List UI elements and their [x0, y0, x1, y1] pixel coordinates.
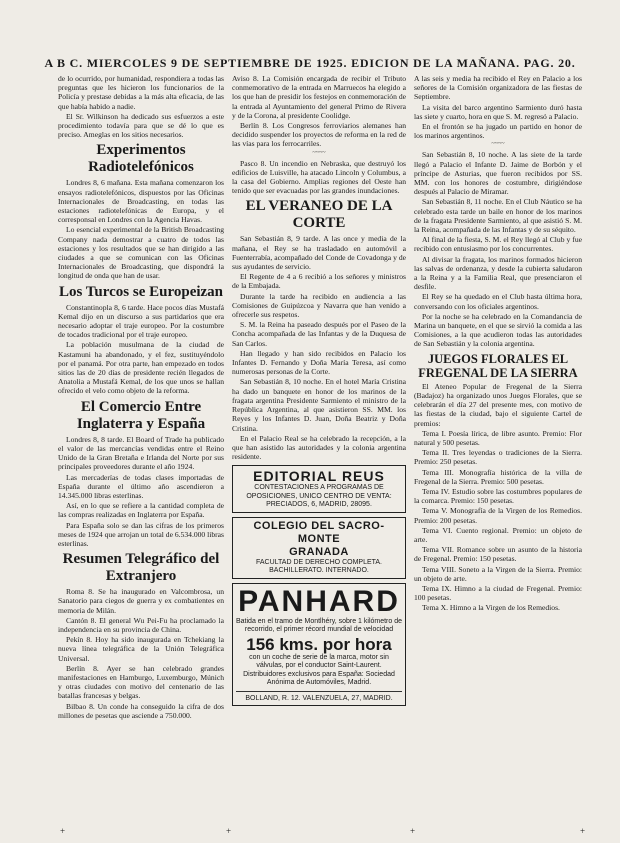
- ad-subtitle: GRANADA: [289, 545, 349, 558]
- separator-ornament: ~~~~: [491, 141, 505, 148]
- paragraph: En el frontón se ha jugado un partido en honor de los marinos argentinos.: [414, 122, 582, 141]
- paragraph: Pekín 8. Hoy ha sido inaugurada en Tchekiang la nueva línea telegráfica de la Unión Telegráfica Universal.: [58, 635, 224, 663]
- paragraph: Aviso 8. La Comisión encargada de recibir el Tributo conmemorativo de la entrada en Marruecos ha elegido a los que han de presidir los festejos en conmemoración de la entrada al Ayuntamiento del general Primo de Rivera y de la Corona, al presidente Coolidge.: [232, 74, 406, 120]
- paragraph: A las seis y media ha recibido el Rey en Palacio a los señores de la Comisión organizadora de las fiestas de Septiembre.: [414, 74, 582, 102]
- paragraph: San Sebastián 8, 10 noche. En el hotel María Cristina ha dado un banquete en honor de los marinos de la fragata argentina Presidente Sarmiento el ministro de la República Argentina, al que asistieron SS. MM. los Reyes y los Infantes D. Juan, Doña Beatriz y Doña Cristina.: [232, 377, 406, 433]
- ad-rule: [236, 691, 402, 692]
- paragraph: Tema IV. Estudio sobre las costumbres populares de la comarca. Premio: 150 pesetas.: [414, 486, 582, 506]
- column-1: [58, 74, 224, 721]
- ad-text: FACULTAD DE DERECHO COMPLETA. BACHILLERATO. INTERNADO.: [255, 558, 383, 575]
- paragraph: San Sebastián 8, 11 noche. En el Club Náutico se ha celebrado esta tarde un baile en honor de los marinos de la fragata Presidente Sarmiento, al que asistió S. M. la Reina, acompañada de las Infantas y de su séquito.: [414, 197, 582, 235]
- paragraph: En el Palacio Real se ha celebrado la recepción, a la que han asistido las autoridades y la colonia argentina residente.: [232, 433, 406, 462]
- column-2: [232, 74, 406, 709]
- ad-title: EDITORIAL REUS: [253, 468, 385, 485]
- separator-ornament: ~~~~: [312, 149, 326, 156]
- paragraph: Londres 8, 8 tarde. El Board of Trade ha publicado el valor de las mercancías vendidas entre el Reino Unido de la Gran Bretaña e Irlanda del Norte por sus principales proveedores durante el año 1924.: [58, 434, 224, 472]
- paragraph: Tema IX. Himno a la ciudad de Fregenal. Premio: 100 pesetas.: [414, 583, 582, 603]
- paragraph: Han llegado y han sido recibidos en Palacio los Infantes D. Fernando y Doña María Teresa, así como numerosas personas de la Corte.: [232, 348, 406, 377]
- ad-text: con un coche de serie de la marca, motor sin válvulas, por el conductor Saint-Laurent. Distribuidores exclusivos para España: Sociedad Anónima de Automóviles, Madrid.: [243, 653, 395, 687]
- paragraph: San Sebastián 8, 9 tarde. A las once y media de la mañana, el Rey se ha trasladado en automóvil a Fuenterrabía, acompañado del Conde de Covadonga y de sus ayudantes de servicio.: [232, 234, 406, 272]
- paragraph: Lo esencial experimental de la British Broadcasting Company nada demostrar a cuatro de todos las estaciones y los resultados que se han dirigido a las ciudades a que se comunican con las Oficinas Internacionales de Broadcasting, que dispondrá la longitud de onda que han de usar.: [58, 225, 224, 281]
- ad-text: CONTESTACIONES A PROGRAMAS DE OPOSICIONES, UNICO CENTRO DE VENTA: PRECIADOS, 6, MADRID, 28095.: [246, 484, 392, 509]
- ad-title: COLEGIO DEL SACRO-MONTE: [253, 519, 385, 545]
- column-3: [414, 74, 582, 614]
- paragraph: S. M. la Reina ha paseado después por el Paseo de la Concha acompañada de las Infantas y de la Duquesa de San Carlos.: [232, 320, 406, 348]
- paragraph: La visita del barco argentino Sarmiento duró hasta las siete y cuarto, hora en que S. M. regresó a Palacio.: [414, 102, 582, 121]
- paragraph: Berlín 8. Ayer se han celebrado grandes manifestaciones en Hamburgo, Luxemburgo, Múnich y otras ciudades con motivo del centenario de las batallas francesas y belgas.: [58, 663, 224, 701]
- ad-title: PANHARD: [238, 584, 400, 618]
- paragraph: Por la noche se ha celebrado en la Comandancia de Marina un banquete, en el que se sirvió la comida a las Comisiones, a la que acudieron todas las autoridades de San Sebastián y la colonia argentina.: [414, 311, 582, 349]
- paragraph: Pasco 8. Un incendio en Nebraska, que destruyó los edificios de Luisville, ha atacado Lincoln y Columbus, a la casa del Gobierno. Amplias regiones del Oeste han tenido que ser evacuadas por las grandes inundaciones.: [232, 158, 406, 196]
- paragraph: Tema II. Tres leyendas o tradiciones de la Sierra. Premio: 250 pesetas.: [414, 448, 582, 467]
- paragraph: Tema I. Poesía lírica, de libre asunto. Premio: Flor natural y 500 pesetas.: [414, 428, 582, 447]
- paragraph: Tema V. Monografía de la Virgen de los Remedios. Premio: 200 pesetas.: [414, 506, 582, 525]
- paragraph: El Regente de 4 a 6 recibió a los señores y ministros de la Embajada.: [232, 272, 406, 291]
- paragraph: Londres 8, 6 mañana. Esta mañana comenzaron los ensayos radiotelefónicos, dispuestos por las Oficinas Internacionales de Broadcasting, en todas las estaciones radiotelefónicas de Europa, y el corresponsal en Londres con la Agencia Havas.: [58, 178, 224, 225]
- ad-text: Batida en el tramo de Montlhéry, sobre 1 kilómetro de recorrido, el primer récord mundial de velocidad: [236, 617, 403, 634]
- paragraph: San Sebastián 8, 10 noche. A las siete de la tarde llegó a Palacio el Infante D. Jaime de Borbón y el príncipe de Asturias, que fueron recibidos por SS. MM. con los honores de costumbre, dirigiéndose después al Palacio de Miramar.: [414, 150, 582, 197]
- paragraph: de lo ocurrido, por humanidad, respondiera a todas las preguntas que les hicieron los funcionarios de la Policía y prestase debidas a la más alta eficacia, de las que había habido a nadie.: [58, 74, 224, 111]
- paragraph: Tema III. Monografía histórica de la villa de Fregenal de la Sierra. Premio: 500 pesetas.: [414, 467, 582, 486]
- paragraph: Así, en lo que se refiere a la cantidad completa de las compras realizadas en Inglaterra por España.: [58, 501, 224, 520]
- registration-mark: +: [580, 826, 586, 836]
- paragraph: Tema VII. Romance sobre un asunto de la historia de Fregenal. Premio: 150 pesetas.: [414, 545, 582, 564]
- headline-veraneo: EL VERANEO DE LA CORTE: [245, 198, 393, 232]
- paragraph: Las mercaderías de todas clases importadas de España durante el último año ascendieron a 14.345.000 libras esterlinas.: [58, 472, 224, 500]
- paragraph: La población musulmana de la ciudad de Kastamuni ha abandonado, y el fez, sustituyéndolo por el panamá. Por otra parte, han empezado en todos sitios las de 20 días de presidente recién llegados de Anatolia a Mustafá Kemal, de los que unos se hallan ofrecido el velo como objeto de la reforma.: [58, 340, 224, 396]
- page-header: A B C. MIERCOLES 9 DE SEPTIEMBRE DE 1925. EDICION DE LA MAÑANA. PAG. 20.: [44, 56, 576, 70]
- ad-editorial-reus: [232, 465, 406, 513]
- headline-comercio: El Comercio Entre Inglaterra y España: [76, 398, 206, 432]
- headline-turcos: Los Turcos se Europeizan: [58, 283, 224, 300]
- paragraph: Constantinopla 8, 6 tarde. Hace pocos días Mustafá Kemal dijo en un discurso a sus partidarios que era necesario adoptar el traje europeo. Por la costumbre de tocados tradicional por el traje europeo.: [58, 302, 224, 340]
- paragraph: Al divisar la fragata, los marinos formados hicieron las salvas de ordenanza, y desde la cubierta saludaron a la Reina y a la Familia Real, que presenciaron el desfile.: [414, 254, 582, 292]
- registration-mark: +: [226, 826, 232, 836]
- headline-juegos-florales: JUEGOS FLORALES EL FREGENAL DE LA SIERRA: [418, 351, 578, 380]
- paragraph: Roma 8. Se ha inaugurado en Valcombrosa, un Sanatorio para ciegos de guerra y ex combatientes en memoria de Milán.: [58, 587, 224, 615]
- paragraph: Para España solo se dan las cifras de los primeros meses de 1924 que arrojan un total de 6.534.000 libras esterlinas.: [58, 520, 224, 548]
- paragraph: El Ateneo Popular de Fregenal de la Sierra (Badajoz) ha organizado unos Juegos Florales, que se celebrarán el día 27 del presente mes, con motivo de las fiestas de la ciudad, bajo el siguiente Cartel de premios:: [414, 381, 582, 428]
- paragraph: Cantón 8. El general Wu Pei-Fu ha proclamado la independencia en su provincia de China.: [58, 615, 224, 634]
- headline-resumen: Resumen Telegráfico del Extranjero: [62, 551, 220, 585]
- ad-footer: BOLLAND, R. 12. VALENZUELA, 27, MADRID.: [245, 694, 393, 702]
- paragraph: Al final de la fiesta, S. M. el Rey llegó al Club y fue recibido con entusiasmo por los concurrentes.: [414, 235, 582, 254]
- paragraph: Tema VIII. Soneto a la Virgen de la Sierra. Premio: un objeto de arte.: [414, 564, 582, 583]
- headline-radio: Experimentos Radiotelefónicos: [88, 142, 194, 176]
- ad-speed: 156 kms. por hora: [246, 634, 392, 654]
- registration-mark: +: [410, 826, 416, 836]
- paragraph: Bilbao 8. Un conde ha conseguido la cifra de dos millones de pesetas que asciende a 750.000.: [58, 701, 224, 720]
- paragraph: Berlín 8. Los Congresos ferroviarios alemanes han decidido suspender los proyectos de reforma en la red de las vías para los ferrocarriles.: [232, 121, 406, 149]
- paragraph: El Sr. Wilkinson ha dedicado sus esfuerzos a este procedimiento todavía para que se dé lo que es preciso. Ameglas en los sitios necesarios.: [58, 111, 224, 140]
- ad-panhard: [232, 583, 406, 707]
- paragraph: Durante la tarde ha recibido en audiencia a las Comisiones de Guipúzcoa y Navarra que han venido a ofrecerle sus respetos.: [232, 291, 406, 320]
- paragraph: Tema VI. Cuento regional. Premio: un objeto de arte.: [414, 525, 582, 544]
- registration-mark: +: [60, 826, 66, 836]
- paragraph: El Rey se ha quedado en el Club hasta última hora, conversando con los oficiales argentinos.: [414, 292, 582, 311]
- ad-colegio: [232, 517, 406, 579]
- paragraph: Tema X. Himno a la Virgen de los Remedios.: [422, 603, 560, 613]
